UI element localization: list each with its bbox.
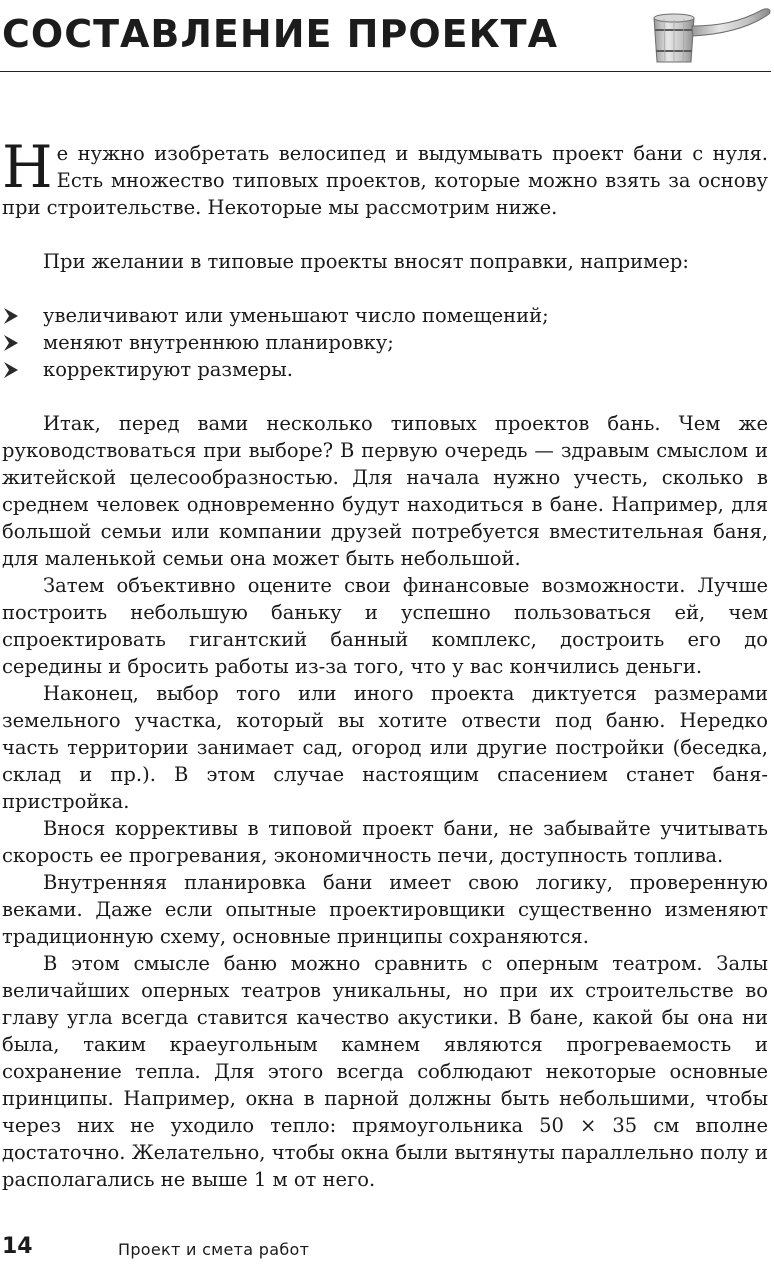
wooden-bucket-ladle-icon	[648, 4, 772, 66]
arrow-bullet-icon	[4, 308, 18, 324]
drop-cap: Н	[2, 133, 53, 201]
body-paragraph: Итак, перед вами несколько типовых проектов бань. Чем же руководствоваться при выборе? В первую очередь — здравым смыслом и житейской целесообразностью. Для начала нужно учесть, сколько в среднем человек одновременно будут находиться в бане. Например, для большой семьи или компании друзей потребуется вместительная баня, для маленькой семьи она может быть небольшой.	[2, 412, 768, 570]
body-paragraph: Внося коррективы в типовой проект бани, не забывайте учитывать скорость ее прогревания, экономичность печи, доступность топлива.	[2, 817, 768, 867]
bullet-item	[2, 356, 768, 383]
bullet-item	[2, 302, 768, 329]
page-footer	[2, 1234, 772, 1264]
body-paragraph: Внутренняя планировка бани имеет свою логику, проверенную веками. Даже если опытные проектировщики существенно изменяют традиционную схему, основные принципы сохраняются.	[2, 871, 768, 948]
header-divider	[0, 71, 771, 72]
article-body	[2, 133, 768, 1193]
body-paragraph: Наконец, выбор того или иного проекта диктуется размерами земельного участка, который вы хотите отвести под баню. Нередко часть территории занимает сад, огород или другие постройки (беседка, склад и пр.). В этом случае настоящим спасением станет баня-пристройка.	[2, 682, 768, 813]
intro-paragraph	[2, 133, 768, 221]
intro-text: е нужно изобретать велосипед и выдумывать проект бани с нуля. Есть множество типовых проектов, которые можно взять за основу при строительстве. Некоторые мы рассмотрим ниже.	[2, 142, 768, 219]
running-footer-title: Проект и смета работ	[118, 1240, 310, 1259]
arrow-bullet-icon	[4, 335, 18, 351]
page-number: 14	[2, 1234, 33, 1259]
bullet-list	[2, 302, 768, 383]
body-paragraph: В этом смысле баню можно сравнить с оперным театром. Залы величайших оперных театров уникальны, но при их строительстве во главу угла всегда ставится качество акустики. В бане, какой бы она ни была, таким краеугольным камнем являются прогреваемость и сохранение тепла. Для этого всегда соблюдают некоторые основные принципы. Например, окна в парной должны быть небольшими, чтобы через них не уходило тепло: прямоугольника 50 × 35 см вполне достаточно. Желательно, чтобы окна были вытянуты параллельно полу и располагались не выше 1 м от него.	[2, 952, 768, 1191]
arrow-bullet-icon	[4, 362, 18, 378]
lead-in-paragraph: При желании в типовые проекты вносят поправки, например:	[43, 250, 689, 273]
page-title: СОСТАВЛЕНИЕ ПРОЕКТА	[2, 12, 558, 56]
bullet-item	[2, 329, 768, 356]
bullet-text: увеличивают или уменьшают число помещений;	[43, 304, 549, 327]
bullet-text: корректируют размеры.	[43, 358, 293, 381]
body-paragraph: Затем объективно оцените свои финансовые возможности. Лучше построить небольшую баньку и успешно пользоваться ей, чем спроектировать гигантский банный комплекс, достроить его до середины и бросить работы из-за того, что у вас кончились деньги.	[2, 574, 768, 678]
bullet-text: меняют внутреннюю планировку;	[43, 331, 394, 354]
